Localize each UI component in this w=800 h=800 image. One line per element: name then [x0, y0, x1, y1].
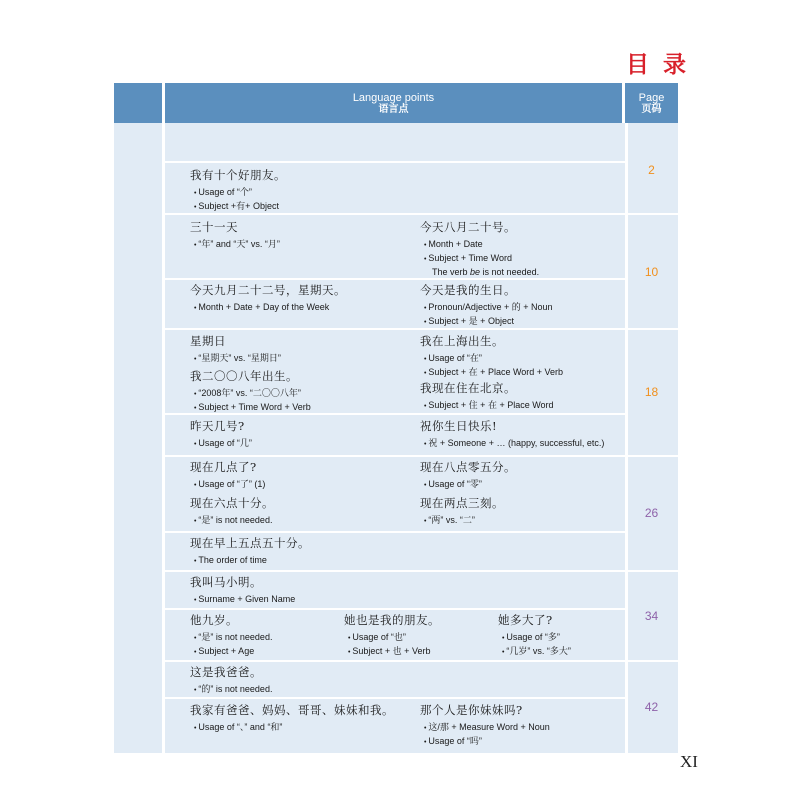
language-point-note: • Usage of “个”	[190, 186, 286, 200]
language-point-note: • 这/那 + Measure Word + Noun	[420, 721, 550, 735]
language-point-title: 我叫马小明。	[190, 575, 262, 589]
language-point-note: • Surname + Given Name	[190, 593, 295, 607]
page-title: 目 录	[626, 52, 690, 78]
list-item[interactable]	[190, 461, 265, 492]
language-point-note: • Month + Date	[420, 238, 539, 252]
language-point-note: • Usage of “、” and “和”	[190, 721, 394, 735]
list-item[interactable]	[420, 221, 539, 278]
page-number[interactable]: 18	[644, 385, 659, 399]
language-point-note: • “两” vs. “二”	[420, 514, 504, 528]
language-point-note: • “的” is not needed.	[190, 683, 272, 697]
language-point-title: 他九岁。	[190, 613, 238, 627]
language-point-title: 我二〇〇八年出生。	[190, 369, 298, 383]
language-point-note: • Usage of “在”	[420, 352, 563, 366]
page-number[interactable]: 34	[644, 609, 659, 623]
language-point-note: • Subject + Time Word	[420, 252, 539, 266]
language-point-title: 星期日	[190, 334, 226, 348]
header-language-points-zh: 语言点	[378, 104, 409, 115]
language-point-note: • 祝 + Someone + … (happy, successful, etc.)	[420, 437, 604, 451]
list-item[interactable]	[344, 614, 440, 659]
language-point-note: • “星期天” vs. “星期日”	[190, 352, 281, 366]
language-point-note: • Pronoun/Adjective + 的 + Noun	[420, 301, 552, 315]
list-item[interactable]	[190, 335, 281, 366]
list-item[interactable]	[420, 461, 516, 492]
language-point-note: • Subject +有+ Object	[190, 200, 286, 214]
list-item[interactable]	[420, 420, 604, 451]
language-point-title: 那个人是你妹妹吗?	[420, 703, 523, 717]
page-folio: XI	[680, 752, 698, 771]
list-item[interactable]	[190, 537, 310, 568]
page-number[interactable]: 42	[644, 700, 659, 714]
language-point-title: 现在早上五点五十分。	[190, 536, 310, 550]
header-language-points-en: Language points	[352, 92, 435, 104]
language-point-note: • Usage of “吗”	[420, 735, 550, 749]
language-point-note: • “2008年” vs. “二〇〇八年”	[190, 387, 311, 401]
language-point-title: 昨天几号?	[190, 419, 245, 433]
language-point-note: • Subject + Age	[190, 645, 272, 659]
language-point-note: • Usage of “多”	[498, 631, 571, 645]
list-item[interactable]	[420, 284, 552, 329]
language-point-title: 现在六点十分。	[190, 496, 274, 510]
list-item[interactable]	[190, 614, 272, 659]
language-point-title: 她多大了?	[498, 613, 553, 627]
list-item[interactable]	[190, 576, 295, 607]
list-item[interactable]	[190, 666, 272, 697]
language-point-note: • Usage of “了” (1)	[190, 478, 265, 492]
table-of-contents	[114, 83, 678, 753]
language-point-title: 我现在住在北京。	[420, 381, 516, 395]
language-point-note: • Subject + 是 + Object	[420, 315, 552, 329]
page-number[interactable]: 26	[644, 506, 659, 520]
page-number[interactable]: 10	[644, 265, 659, 279]
language-point-subnote: The verb be is not needed.	[432, 267, 540, 277]
language-point-title: 今天八月二十号。	[420, 220, 516, 234]
language-point-note: • Subject + 也 + Verb	[344, 645, 440, 659]
language-point-note: • Usage of “几”	[190, 437, 252, 451]
language-point-note: • “年” and “天” vs. “月”	[190, 238, 280, 252]
language-point-title: 我有十个好朋友。	[190, 168, 286, 182]
language-point-title: 现在八点零五分。	[420, 460, 516, 474]
language-point-note: • “几岁” vs. “多大”	[498, 645, 571, 659]
language-point-title: 我在上海出生。	[420, 334, 504, 348]
language-point-note: • “是” is not needed.	[190, 631, 272, 645]
list-item[interactable]	[190, 704, 394, 735]
list-item[interactable]	[190, 370, 311, 415]
language-point-title: 现在两点三刻。	[420, 496, 504, 510]
list-item[interactable]	[190, 169, 286, 214]
list-item[interactable]	[420, 704, 550, 749]
language-point-title: 三十一天	[190, 220, 238, 234]
header-language-points	[165, 83, 622, 123]
list-item[interactable]	[498, 614, 571, 659]
header-lesson-column	[114, 83, 162, 123]
header-page-en: Page	[638, 92, 665, 104]
language-point-note: • Usage of “零”	[420, 478, 516, 492]
language-point-title: 我家有爸爸、妈妈、哥哥、妹妹和我。	[190, 703, 394, 717]
language-point-title: 祝你生日快乐!	[420, 419, 498, 433]
language-point-note: • “是” is not needed.	[190, 514, 274, 528]
language-point-note: • Month + Date + Day of the Week	[190, 301, 346, 315]
language-point-note: • Subject + 在 + Place Word + Verb	[420, 366, 563, 380]
list-item[interactable]	[190, 284, 346, 315]
list-item[interactable]	[190, 221, 280, 252]
list-item[interactable]	[420, 497, 504, 528]
language-point-title: 今天是我的生日。	[420, 283, 516, 297]
header-page	[625, 83, 678, 123]
language-point-note: • Usage of “也”	[344, 631, 440, 645]
language-point-note: • The order of time	[190, 554, 310, 568]
language-point-title: 今天九月二十二号，星期天。	[190, 283, 346, 297]
list-item[interactable]	[420, 382, 554, 413]
list-item[interactable]	[420, 335, 563, 380]
language-point-note: • Subject + Time Word + Verb	[190, 401, 311, 415]
language-point-note: • Subject + 住 + 在 + Place Word	[420, 399, 554, 413]
list-item[interactable]	[190, 420, 252, 451]
header-page-zh: 页码	[641, 104, 662, 115]
language-point-title: 现在几点了?	[190, 460, 257, 474]
language-point-title: 她也是我的朋友。	[344, 613, 440, 627]
page-number[interactable]: 2	[648, 163, 655, 177]
language-point-title: 这是我爸爸。	[190, 665, 262, 679]
list-item[interactable]	[190, 497, 274, 528]
